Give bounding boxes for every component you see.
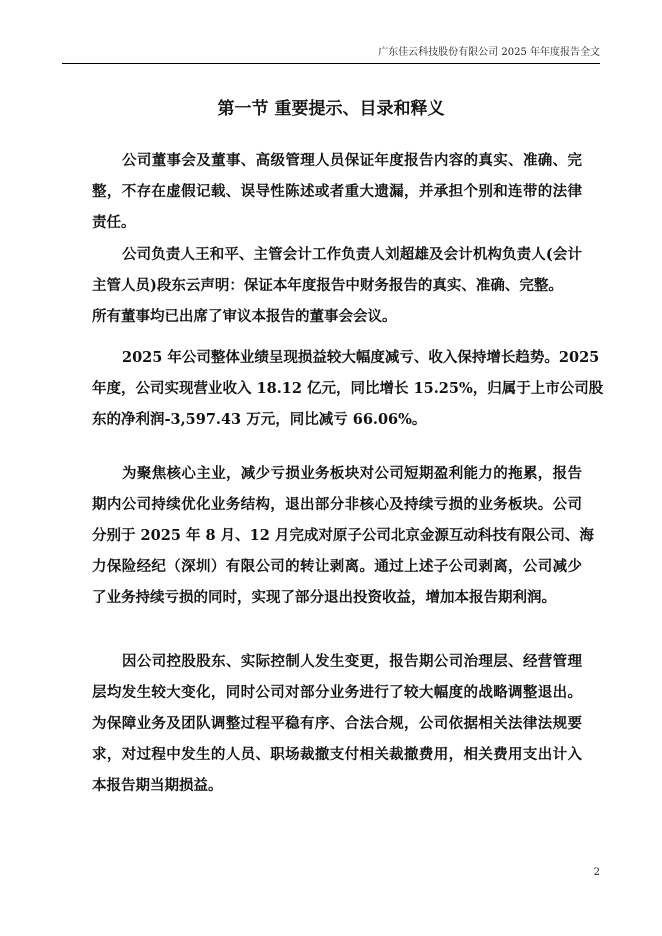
text-line: 东的净利润-3,597.43 万元，同比减亏 66.06%。 bbox=[92, 411, 427, 428]
paragraph-performance-summary bbox=[92, 342, 604, 435]
text-line: 主管人员)段东云声明：保证本年度报告中财务报告的真实、准确、完整。 bbox=[92, 277, 563, 294]
text-line: 层均发生较大变化，同时公司对部分业务进行了较大幅度的战略调整退出。 bbox=[92, 684, 582, 701]
text-line: 2025 年公司整体业绩呈现损益较大幅度减亏、收入保持增长趋势。2025 bbox=[122, 349, 600, 366]
text-line: 所有董事均已出席了审议本报告的董事会会议。 bbox=[92, 308, 397, 325]
header-rule bbox=[62, 63, 600, 64]
text-line: 责任。 bbox=[92, 214, 136, 231]
text-line: 因公司控股股东、实际控制人发生变更，报告期公司治理层、经营管理 bbox=[122, 653, 582, 670]
page-number: 2 bbox=[593, 867, 600, 878]
running-header: 广东佳云科技股份有限公司 2025 年年度报告全文 bbox=[378, 47, 600, 58]
text-line: 公司董事会及董事、高级管理人员保证年度报告内容的真实、准确、完 bbox=[122, 152, 582, 169]
text-line: 分别于 2025 年 8 月、12 月完成对原子公司北京金源互动科技有限公司、海 bbox=[92, 527, 594, 544]
section-title: 第一节 重要提示、目录和释义 bbox=[217, 99, 445, 119]
paragraph-governance-change bbox=[92, 646, 582, 801]
text-line: 本报告期当期损益。 bbox=[92, 777, 223, 794]
text-line: 为聚焦核心主业，减少亏损业务板块对公司短期盈利能力的拖累，报告 bbox=[122, 465, 582, 482]
text-line: 年度，公司实现营业收入 18.12 亿元，同比增长 15.25%，归属于上市公司股 bbox=[92, 380, 604, 397]
text-line: 了业务持续亏损的同时，实现了部分退出投资收益，增加本报告期利润。 bbox=[92, 589, 556, 606]
text-line: 为保障业务及团队调整过程平稳有序、合法合规，公司依据相关法律法规要 bbox=[92, 715, 582, 732]
text-line: 期内公司持续优化业务结构，退出部分非核心及持续亏损的业务板块。公司 bbox=[92, 496, 582, 513]
paragraph-officer-statement bbox=[92, 239, 582, 332]
text-line: 公司负责人王和平、主管会计工作负责人刘超雄及会计机构负责人(会计 bbox=[122, 246, 582, 263]
text-line: 整，不存在虚假记载、误导性陈述或者重大遗漏，并承担个别和连带的法律 bbox=[92, 183, 582, 200]
paragraph-board-guarantee bbox=[92, 145, 582, 238]
paragraph-business-divestment bbox=[92, 458, 594, 613]
text-line: 力保险经纪（深圳）有限公司的转让剥离。通过上述子公司剥离，公司减少 bbox=[92, 558, 582, 575]
text-line: 求，对过程中发生的人员、职场裁撤支付相关裁撤费用，相关费用支出计入 bbox=[92, 746, 582, 763]
